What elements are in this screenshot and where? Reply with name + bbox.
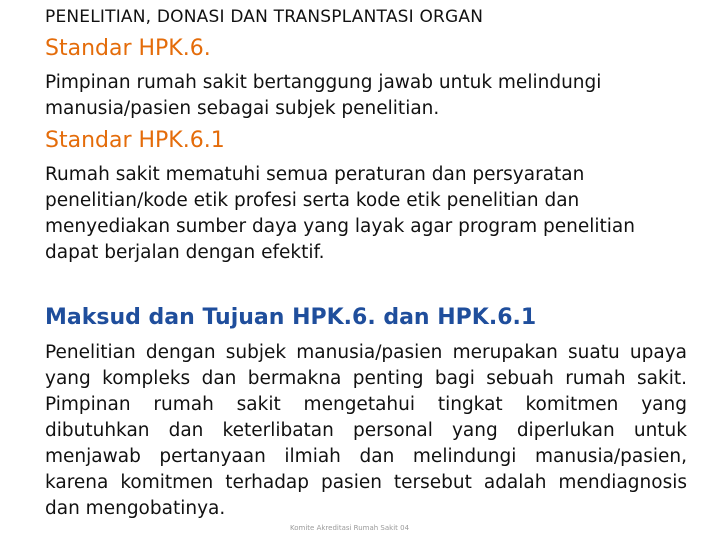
footer-text: Komite Akreditasi Rumah Sakit 04 (290, 524, 410, 532)
standard-text-hpk6: Pimpinan rumah sakit bertanggung jawab untuk melindungi manusia/pasien sebagai subjek penelitian. (45, 72, 602, 119)
standard-text-hpk6-1: Rumah sakit mematuhi semua peraturan dan persyaratan penelitian/kode etik profesi serta kode etik penelitian dan menyediakan sumber daya yang layak agar program penelitian dapat berjalan dengan efektif. (45, 164, 635, 263)
intent-text: Penelitian dengan subjek manusia/pasien merupakan suatu upaya yang kompleks dan bermakna penting bagi sebuah rumah sakit. Pimpinan rumah sakit mengetahui tingkat komitmen yang dibutuhkan dan keterlibatan personal yang diperlukan untuk menjawab pertanyaan ilmiah dan melindungi manusia/pasien, karena komitmen terhadap pasien tersebut adalah mendiagnosis dan mengobatinya. (45, 342, 687, 519)
intent-heading: Maksud dan Tujuan HPK.6. dan HPK.6.1 (45, 305, 537, 330)
page-title: PENELITIAN, DONASI DAN TRANSPLANTASI ORGAN (45, 7, 484, 27)
standard-heading-hpk6-1: Standar HPK.6.1 (45, 128, 225, 153)
standard-heading-hpk6: Standar HPK.6. (45, 36, 211, 61)
